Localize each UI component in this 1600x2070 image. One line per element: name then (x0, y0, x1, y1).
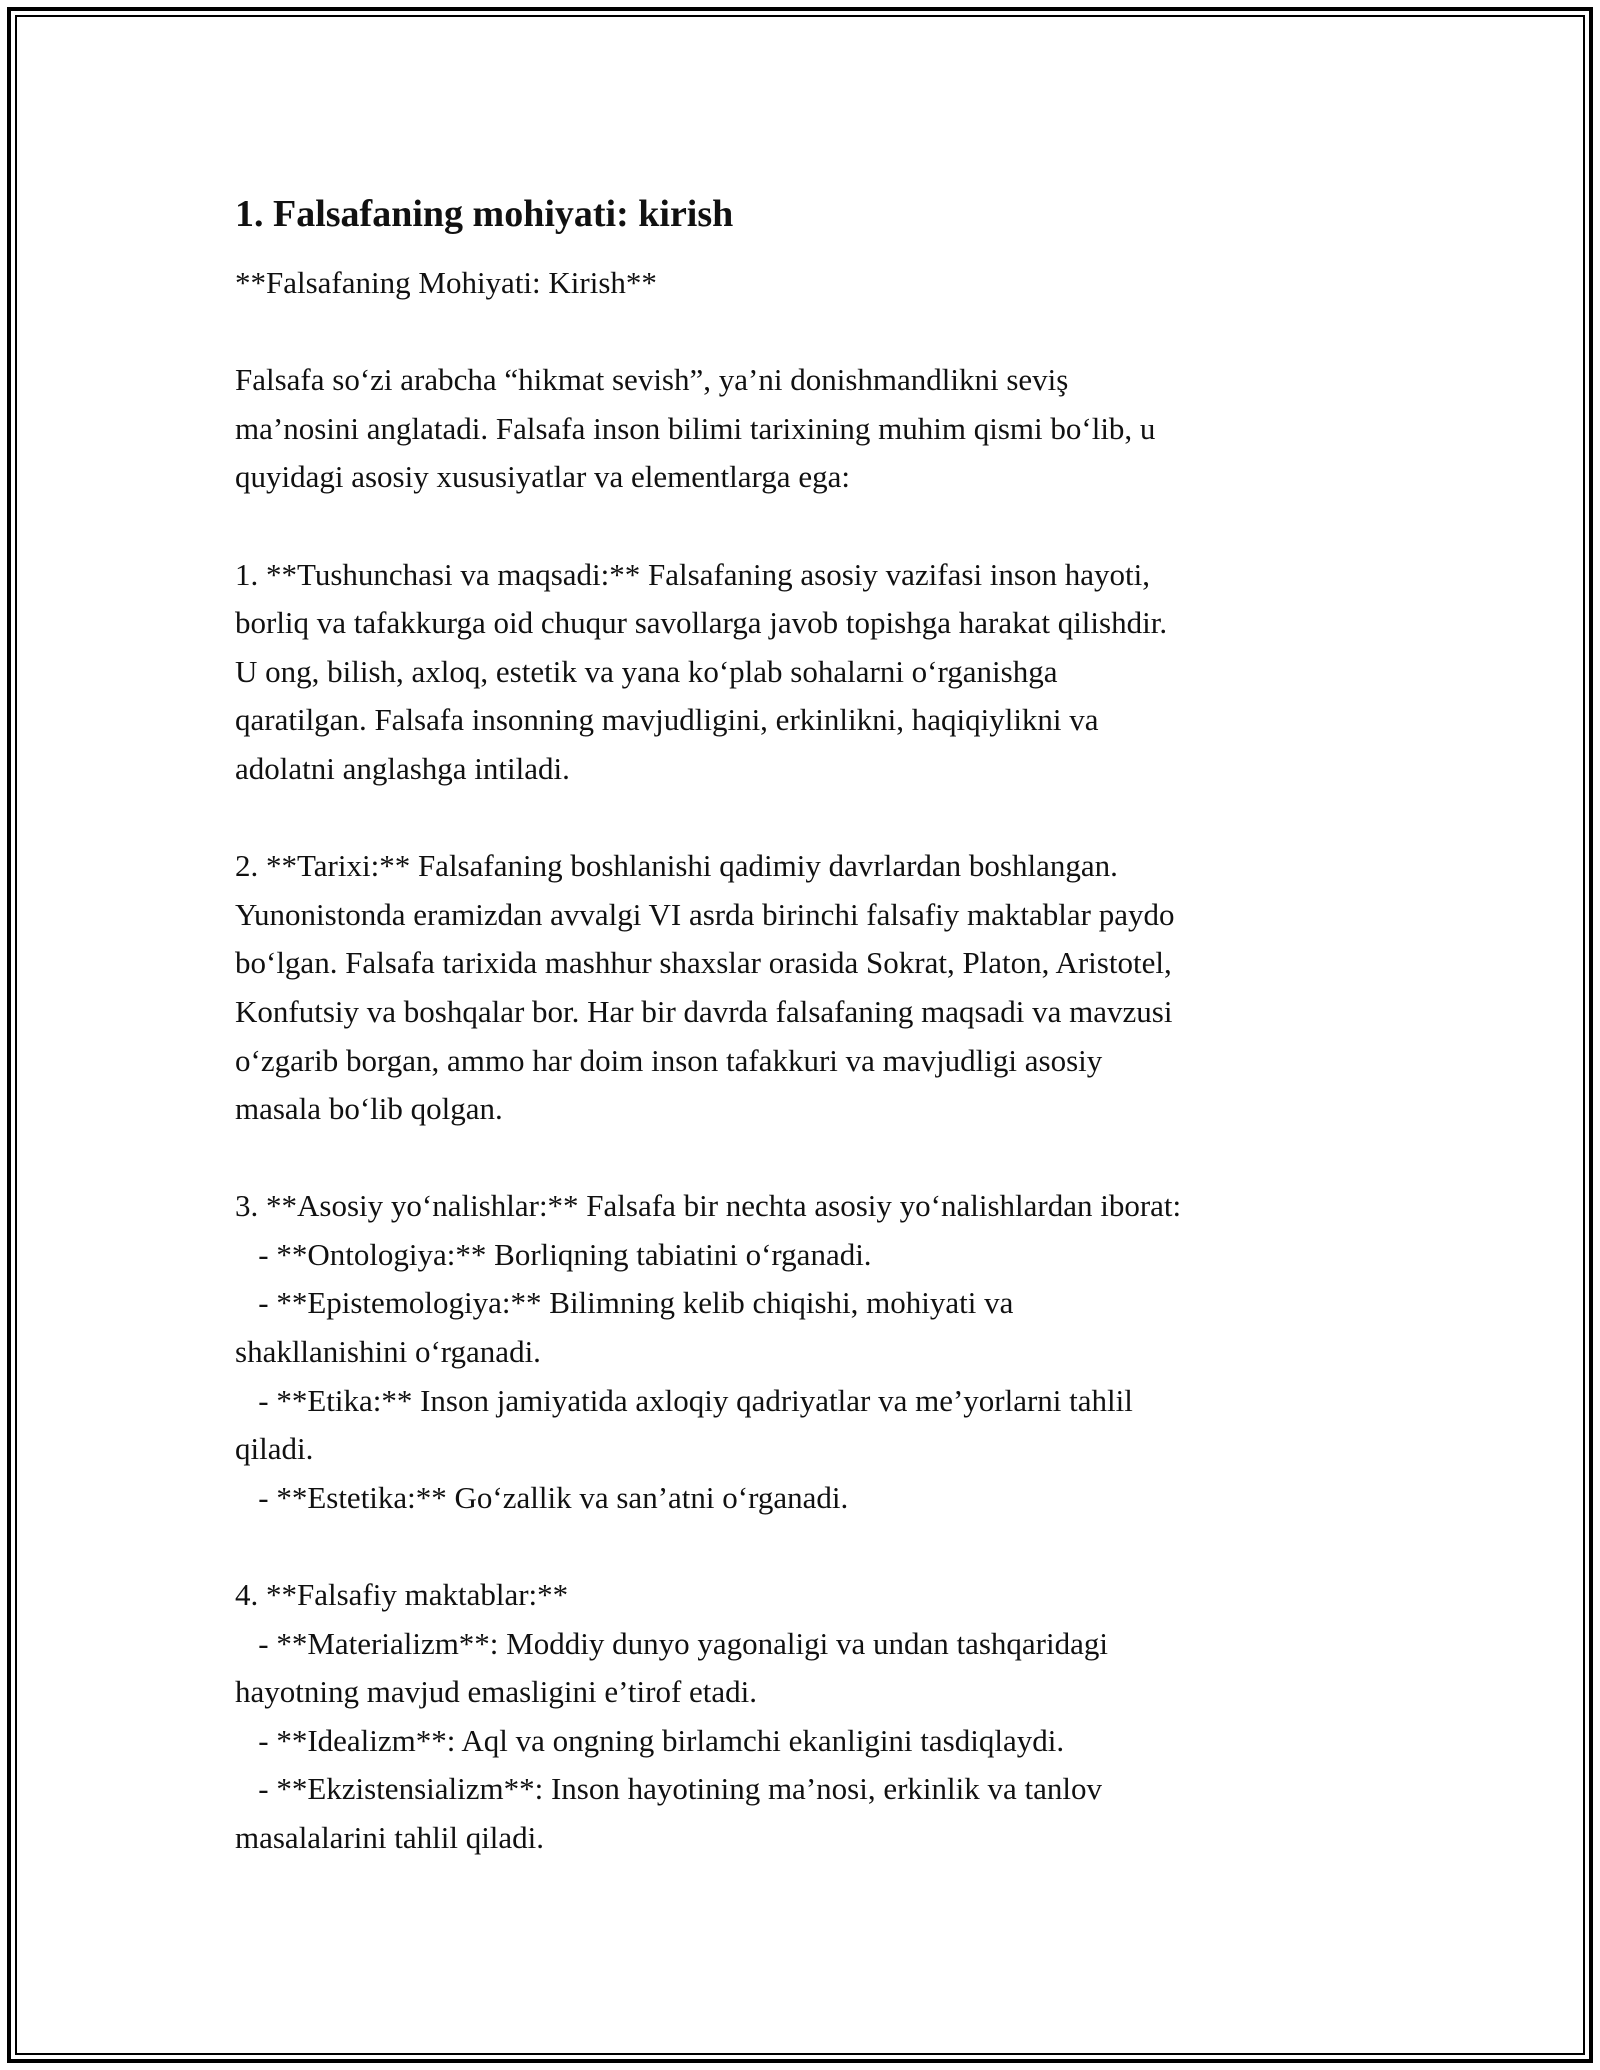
document-content (235, 188, 1375, 1863)
text-line: - **Epistemologiya:** Bilimning kelib chiqishi, mohiyati va (235, 1285, 1014, 1321)
document-body (235, 259, 1375, 1863)
text-line: - **Estetika:** Go‘zallik va san’atni o‘rganadi. (235, 1479, 849, 1515)
text-line: 3. **Asosiy yo‘nalishlar:** Falsafa bir nechta asosiy yo‘nalishlardan iborat: (235, 1188, 1182, 1224)
text-line: **Falsafaning Mohiyati: Kirish** (235, 265, 657, 300)
text-line: quyidagi asosiy xususiyatlar va elementlarga ega: (235, 459, 850, 495)
document-title: 1. Falsafaning mohiyati: kirish (235, 193, 734, 235)
text-line: o‘zgarib borgan, ammo har doim inson tafakkuri va mavjudligi asosiy (235, 1042, 1103, 1078)
text-line: qaratilgan. Falsafa insonning mavjudligini, erkinlikni, haqiqiylikni va (235, 702, 1099, 738)
text-line: - **Ontologiya:** Borliqning tabiatini o‘rganadi. (235, 1236, 872, 1272)
blank-line (235, 1522, 1375, 1571)
text-line: bo‘lgan. Falsafa tarixida mashhur shaxslar orasida Sokrat, Platon, Aristotel, (235, 945, 1172, 981)
text-line: - **Etika:** Inson jamiyatida axloqiy qadriyatlar va me’yorlarni tahlil (235, 1382, 1133, 1418)
text-line: masala bo‘lib qolgan. (235, 1091, 503, 1127)
text-line: Falsafa so‘zi arabcha “hikmat sevish”, ya’ni donishmandlikni seviş (235, 362, 1069, 398)
text-line: shakllanishini o‘rganadi. (235, 1334, 541, 1370)
text-line: - **Materializm**: Moddiy dunyo yagonaligi va undan tashqaridagi (235, 1625, 1108, 1661)
text-line: qiladi. (235, 1431, 314, 1467)
blank-line (235, 1134, 1375, 1183)
text-line: hayotning mavjud emasligini e’tirof etadi. (235, 1674, 758, 1710)
text-line: 2. **Tarixi:** Falsafaning boshlanishi qadimiy davrlardan boshlangan. (235, 848, 1118, 884)
text-line: Yunonistonda eramizdan avvalgi VI asrda birinchi falsafiy maktablar paydo (235, 896, 1175, 932)
text-line: borliq va tafakkurga oid chuqur savollarga javob topishga harakat qilishdir. (235, 605, 1168, 641)
blank-line (235, 794, 1375, 843)
text-line: - **Ekzistensializm**: Inson hayotining ma’nosi, erkinlik va tanlov (235, 1771, 1102, 1807)
blank-line (235, 308, 1375, 357)
text-line: U ong, bilish, axloq, estetik va yana ko‘plab sohalarni o‘rganishga (235, 653, 1058, 689)
text-line: Konfutsiy va boshqalar bor. Har bir davrda falsafaning maqsadi va mavzusi (235, 993, 1173, 1029)
blank-line (235, 502, 1375, 551)
text-line: - **Idealizm**: Aql va ongning birlamchi ekanligini tasdiqlaydi. (235, 1722, 1065, 1758)
text-line: masalalarini tahlil qiladi. (235, 1820, 545, 1855)
text-line: ma’nosini anglatadi. Falsafa inson bilimi tarixining muhim qismi bo‘lib, u (235, 410, 1156, 446)
text-line: adolatni anglashga intiladi. (235, 750, 570, 786)
text-line: 1. **Tushunchasi va maqsadi:** Falsafaning asosiy vazifasi inson hayoti, (235, 556, 1150, 592)
text-line: 4. **Falsafiy maktablar:** (235, 1577, 569, 1613)
